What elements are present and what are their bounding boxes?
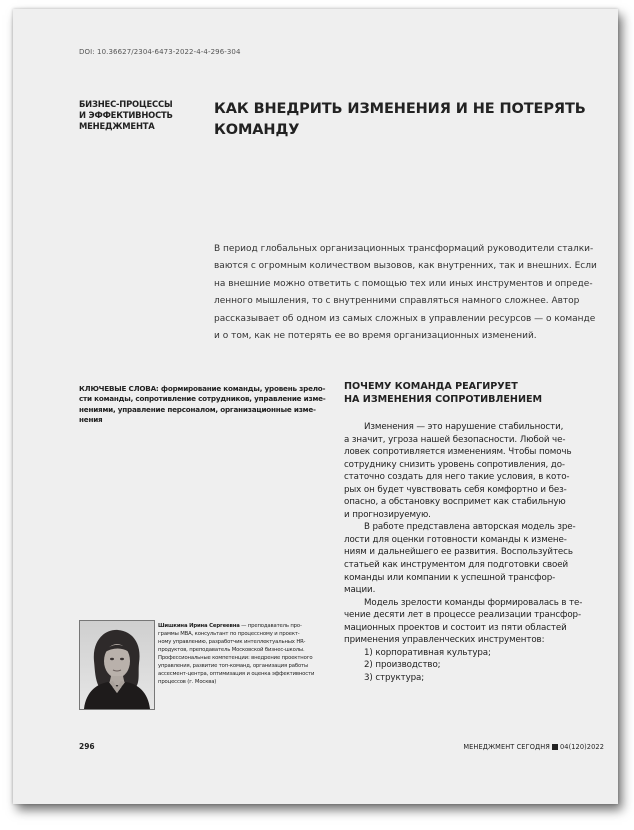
- section-label: [79, 99, 199, 132]
- author-portrait-icon: [80, 621, 154, 709]
- body-line: мационных проектов и состоит из пяти областей: [344, 622, 567, 633]
- abstract-line: ваются с огромным количеством вызовов, как внутренних, так и внешних. Если: [214, 261, 597, 272]
- abstract: [214, 241, 596, 345]
- body-text: [344, 421, 599, 684]
- body-line: сотруднику снизить уровень сопротивления, до-: [344, 459, 565, 470]
- abstract-line: ленного мышления, то с внутренними справляться намного сложнее. Автор: [214, 296, 580, 307]
- article-title: [214, 99, 604, 141]
- abstract-line: на внешние можно ответить с помощью тех или иных инструментов и опреде-: [214, 278, 593, 289]
- keywords-line: КЛЮЧЕВЫЕ СЛОВА: формирование команды, уровень зрело-: [79, 384, 326, 393]
- body-line: рых он будет чувствовать себя комфортно и без-: [344, 484, 567, 495]
- bio-line: Профессиональные компетенции: внедрение проектного: [158, 655, 313, 661]
- body-line: опасно, а обстановку воспримет как стабильную: [344, 497, 566, 508]
- keywords-line: нениями, управление персоналом, организационные изме-: [79, 404, 316, 414]
- section-line: МЕНЕДЖМЕНТА: [79, 121, 155, 131]
- bio-line: ассесмент-центра, оптимизация и оценка эффективности: [158, 671, 315, 677]
- body-line: а значит, угроза нашей безопасности. Любой че-: [344, 434, 566, 445]
- heading-line: НА ИЗМЕНЕНИЯ СОПРОТИВЛЕНИЕМ: [344, 393, 543, 405]
- author-photo: [79, 620, 155, 710]
- heading-line: ПОЧЕМУ КОМАНДА РЕАГИРУЕТ: [344, 381, 518, 392]
- body-line: и прогнозируемую.: [344, 509, 431, 520]
- body-line: чение десяти лет в процессе реализации трансфор-: [344, 610, 581, 621]
- body-line: мации.: [344, 585, 376, 596]
- body-line: 1) корпоративная культура;: [364, 647, 491, 658]
- bio-line: процессов (г. Москва): [158, 679, 217, 685]
- bio-line: продуктов, преподаватель Московской бизнес-школы.: [158, 647, 305, 653]
- bio-line: управления, развитие топ-команд, организация работы: [158, 663, 309, 669]
- body-line: В работе представлена авторская модель зре-: [364, 522, 576, 533]
- bio-line: ному управлению, разработчик интеллектуальных HR-: [158, 639, 306, 645]
- keywords-line: нения: [79, 415, 103, 425]
- body-line: статьей как инструментом для подготовки своей: [344, 560, 569, 571]
- author-bio: [158, 622, 323, 686]
- section-line: БИЗНЕС-ПРОЦЕССЫ: [79, 99, 173, 109]
- body-line: лости для оценки готовности команды к измене-: [344, 534, 567, 545]
- issue-number: 04(120)2022: [559, 743, 604, 751]
- body-line: статочно создать для него такие условия, в кото-: [344, 472, 570, 483]
- author-name: Шишкина Ирина Сергеевна: [158, 623, 240, 629]
- body-line: 2) производство;: [364, 660, 441, 671]
- journal-page: [13, 9, 618, 804]
- body-line: Изменения — это нарушение стабильности,: [364, 422, 564, 432]
- abstract-line: и о том, как не потерять ее во время организационных изменений.: [214, 331, 537, 342]
- square-separator-icon: [552, 744, 558, 750]
- keywords-line: сти команды, сопротивление сотрудников, управление изме-: [79, 394, 326, 404]
- body-line: команды или компании к успешной трансфор-: [344, 572, 556, 583]
- body-line: Модель зрелости команды формировалась в те-: [364, 597, 583, 608]
- body-line: применения управленческих инструментов:: [344, 635, 545, 646]
- title-line: КАК ВНЕДРИТЬ ИЗМЕНЕНИЯ И НЕ ПОТЕРЯТЬ: [214, 101, 586, 117]
- keywords: [79, 384, 324, 426]
- body-line: 3) структура;: [364, 672, 425, 683]
- bio-line: граммы MBA, консультант по процессному и проект-: [158, 631, 300, 637]
- section-heading: [344, 381, 604, 406]
- abstract-line: В период глобальных организационных трансформаций руководители сталки-: [214, 244, 594, 254]
- title-line: КОМАНДУ: [214, 122, 300, 138]
- abstract-line: рассказывает об одном из самых сложных в управлении ресурсов — о команде: [214, 313, 596, 324]
- doi: DOI: 10.36627/2304-6473-2022-4-4-296-304: [79, 48, 241, 56]
- bio-line: — преподаватель про-: [239, 623, 302, 629]
- page-number: 296: [79, 742, 95, 751]
- section-line: И ЭФФЕКТИВНОСТЬ: [79, 110, 173, 120]
- body-line: ловек сопротивляется изменениям. Чтобы помочь: [344, 447, 572, 458]
- running-footer: [463, 743, 604, 751]
- journal-name: МЕНЕДЖМЕНТ СЕГОДНЯ: [463, 743, 550, 751]
- body-line: ниям и дальнейшего ее развития. Воспользуйтесь: [344, 547, 573, 558]
